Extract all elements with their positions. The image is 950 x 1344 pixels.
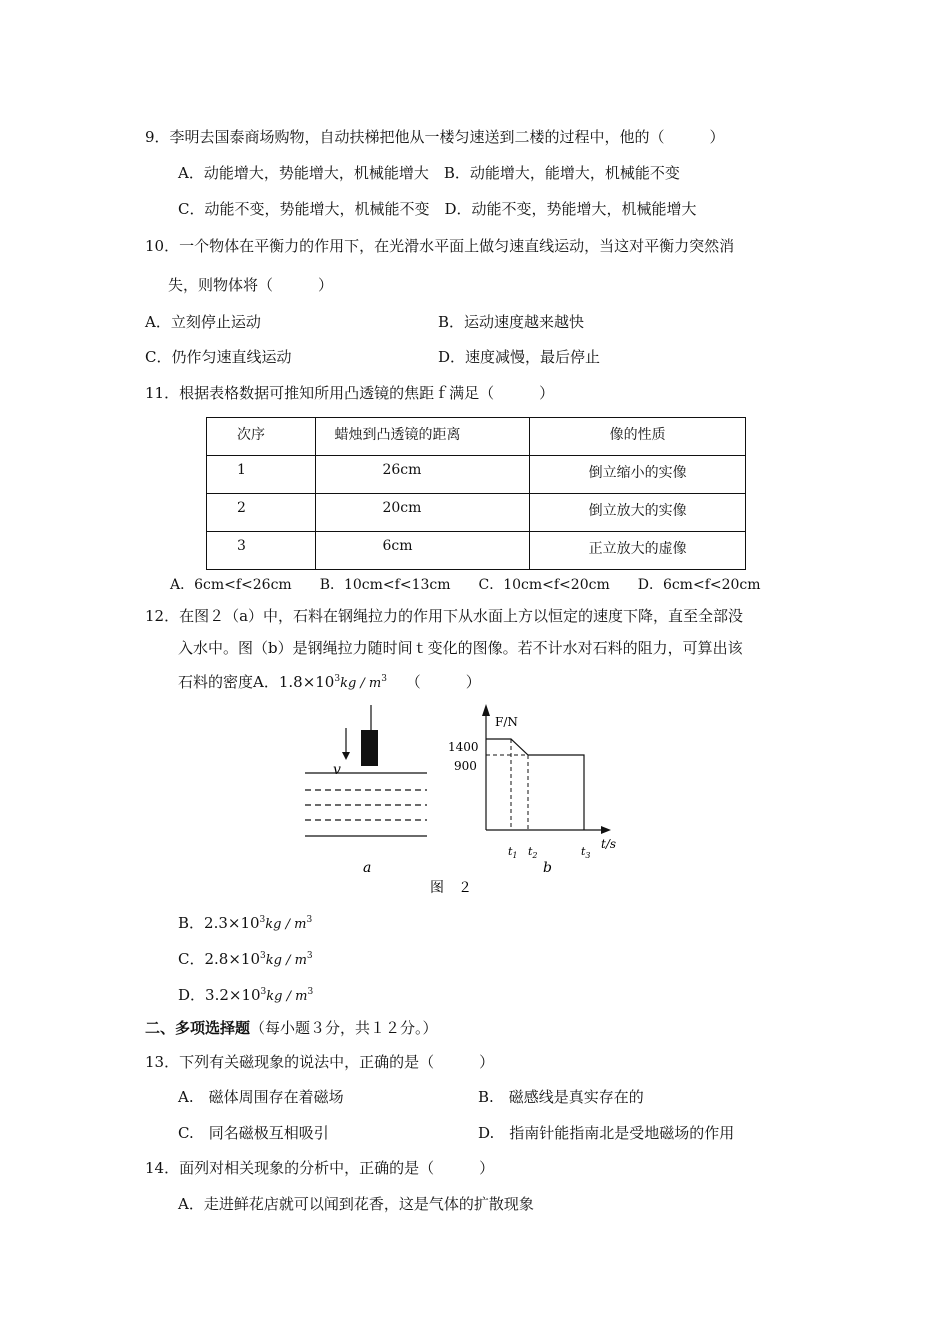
q13-option-c: C. 同名磁极互相吸引 (178, 1124, 329, 1142)
velocity-label: v (333, 762, 341, 778)
tick-1400: 1400 (448, 740, 479, 754)
header-order: 次序 (237, 427, 265, 443)
figure-caption: 图 ２ (430, 880, 472, 896)
q10-stem: 10．一个物体在平衡力的作用下，在光滑水平面上做匀速直线运动，当这对平衡力突然消 (145, 237, 735, 255)
tick-t1: $t_1$ (508, 845, 518, 860)
cell-image-nature: 倒立放大的实像 (588, 503, 687, 519)
cell-image-nature: 正立放大的虚像 (588, 541, 687, 557)
header-distance: 蜡烛到凸透镜的距离 (334, 427, 461, 443)
q12-stem-line1: 12．在图２（a）中，石料在钢绳拉力的作用下从水面上方以恒定的速度下降，直至全部没 (145, 607, 744, 625)
q14-stem: 14．面列对相关现象的分析中，正确的是（ ） (145, 1159, 495, 1177)
figure-b-force-time-graph (448, 704, 616, 876)
q12-stem-line3: 石料的密度A．$1.8\times 10^3kg / m^3$ （ ） (178, 673, 481, 691)
q9-stem: 9．李明去国泰商场购物，自动扶梯把他从一楼匀速送到二楼的过程中，他的（ ） (145, 128, 725, 146)
tick-900: 900 (454, 759, 477, 773)
q11-stem: 11．根据表格数据可推知所用凸透镜的焦距ｆ满足（ ） (145, 384, 555, 402)
q12-option-c: C．$2.8\times 10^3kg / m^3$ (178, 950, 313, 968)
q12-option-b: B．$2.3\times 10^3kg / m^3$ (178, 914, 313, 932)
q13-option-b: B. 磁感线是真实存在的 (478, 1088, 644, 1106)
tick-t2: $t_2$ (528, 845, 538, 860)
cell-order: 1 (237, 462, 246, 478)
q10-option-c: C．仍作匀速直线运动 (145, 348, 292, 366)
q9-options-row2: C．动能不变，势能增大，机械能不变 D．动能不变，势能增大，机械能增大 (178, 200, 697, 218)
q13-option-d: D. 指南针能指南北是受地磁场的作用 (478, 1124, 735, 1142)
q14-option-a: A．走进鲜花店就可以闻到花香，这是气体的扩散现象 (178, 1195, 534, 1213)
force-axis-label: F/N (495, 715, 518, 729)
cell-distance: 6cm (382, 538, 413, 554)
caption-b: b (543, 860, 552, 876)
q11-options: A．6cm<f<26cm B．10cm<f<13cm C．10cm<f<20cm D．6cm<f<20cm (170, 577, 761, 593)
q10-option-a: A．立刻停止运动 (145, 313, 261, 331)
table-row (207, 494, 746, 532)
table-row (207, 456, 746, 494)
experiment-table (206, 417, 746, 570)
time-axis-label: t/s (601, 837, 617, 851)
q10-stem-cont: 失，则物体将（ ） (168, 276, 334, 294)
caption-a: a (363, 860, 372, 876)
tick-t3: $t_3$ (581, 845, 591, 860)
q12-stem-line2: 入水中。图（b）是钢绳拉力随时间ｔ变化的图像。若不计水对石料的阻力，可算出该 (178, 639, 743, 657)
section-2-title: 二、多项选择题 (145, 1019, 251, 1037)
q12-density-a: 石料的密度A．1.8×10 (178, 673, 335, 691)
force-curve (486, 739, 584, 830)
cell-distance: 20cm (382, 500, 422, 516)
section-2-note: （每小题３分，共１２分。） (250, 1019, 438, 1037)
q13-stem: 13．下列有关磁现象的说法中，正确的是（ ） (145, 1053, 495, 1071)
q9-options-row1: A．动能增大，势能增大，机械能增大 B．动能增大，能增大，机械能不变 (178, 164, 680, 182)
q10-option-b: B．运动速度越来越快 (438, 313, 585, 331)
cell-distance: 26cm (382, 462, 422, 478)
figure-2 (295, 700, 645, 900)
section-2-heading (145, 1018, 438, 1038)
q10-option-d: D．速度减慢，最后停止 (438, 348, 601, 366)
cell-order: 2 (237, 500, 246, 516)
cell-order: 3 (237, 538, 246, 554)
figure-a-stone-in-water (305, 705, 427, 876)
table-header-row (207, 418, 746, 456)
cell-image-nature: 倒立缩小的实像 (588, 465, 687, 481)
header-image-nature: 像的性质 (609, 427, 666, 443)
q13-option-a: A. 磁体周围存在着磁场 (178, 1088, 344, 1106)
table-row (207, 532, 746, 570)
q12-option-d: D．$3.2\times 10^3kg / m^3$ (178, 986, 314, 1004)
